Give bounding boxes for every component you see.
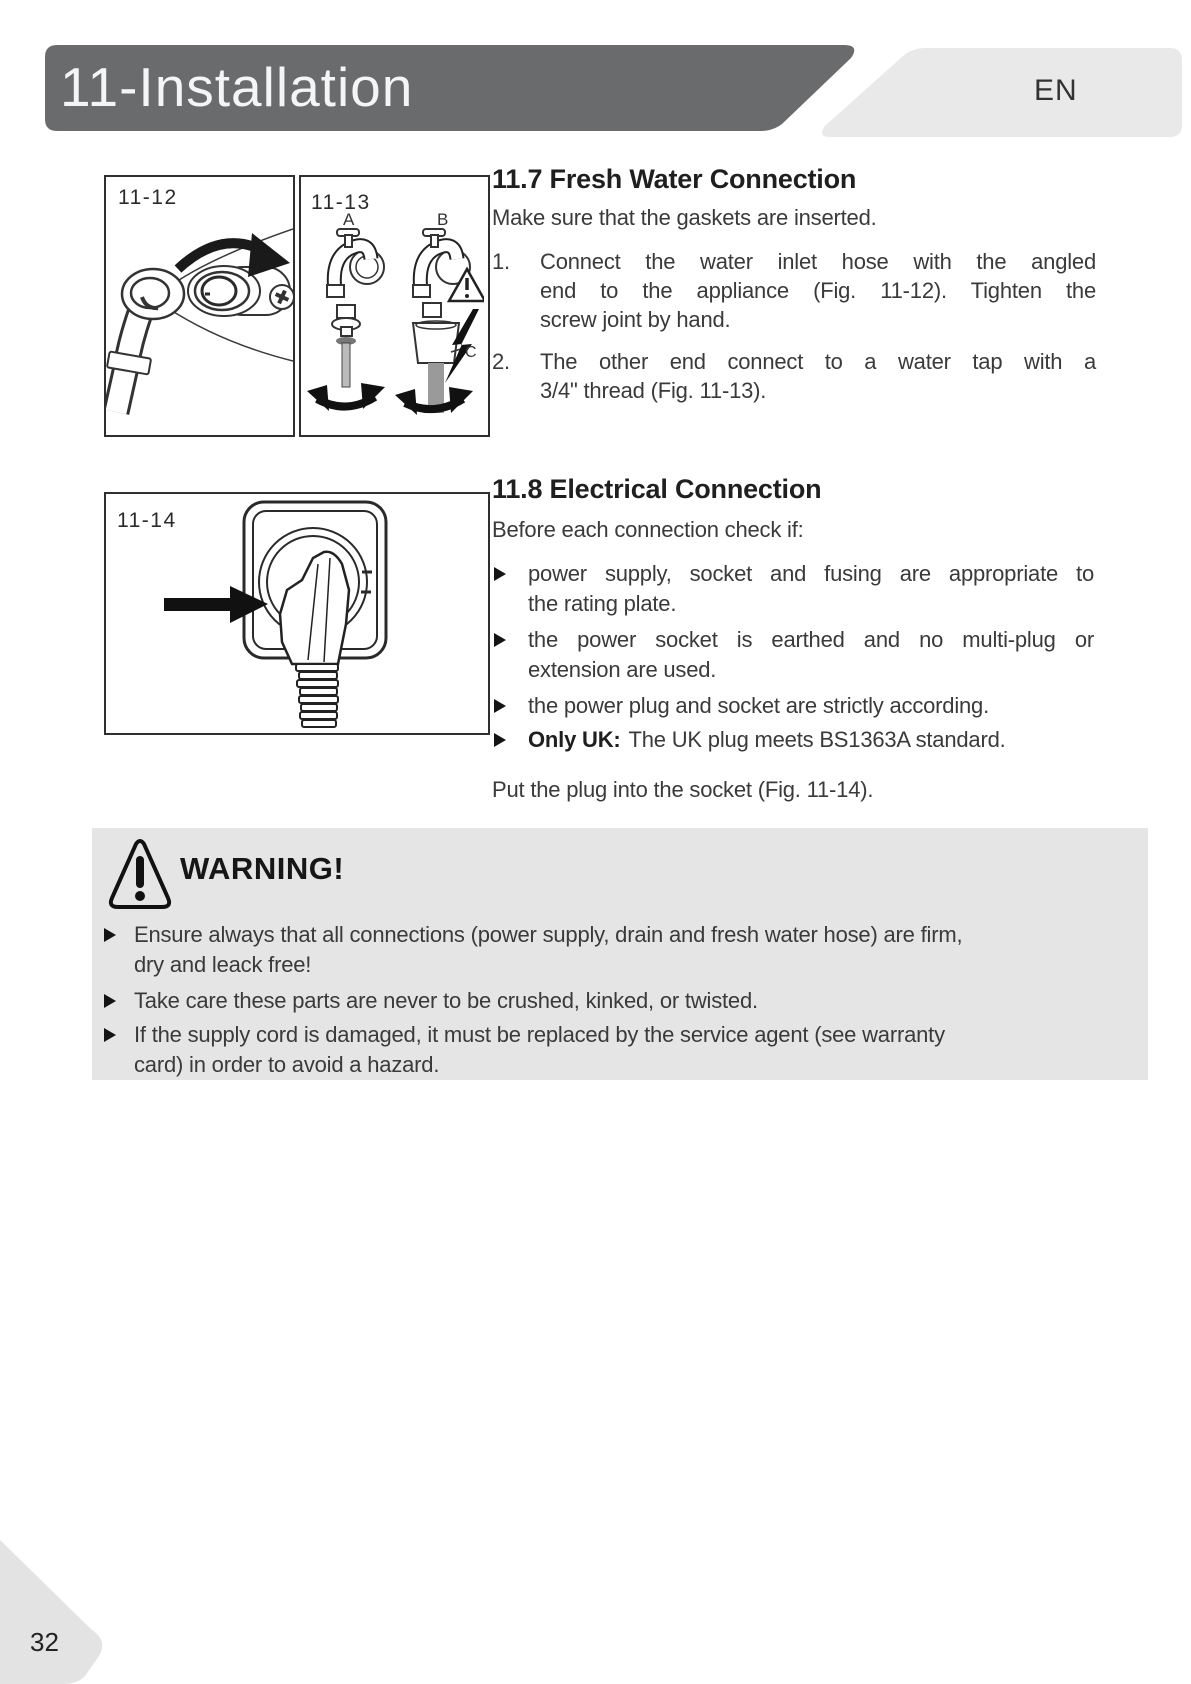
warning-bullet: [134, 986, 1136, 1016]
warning-bullet: [134, 1020, 1136, 1080]
bullet-arrow-icon: [104, 1028, 116, 1042]
bullet-item: [528, 691, 1094, 721]
warning-box: [92, 828, 1148, 1080]
electrical-intro: Before each connection check if:: [492, 517, 804, 542]
page-title: 11-Installation: [60, 56, 414, 118]
bullet-arrow-icon: [494, 733, 506, 747]
electrical-outro: Put the plug into the socket (Fig. 11-14).: [492, 777, 874, 802]
bullet-text-line: the power socket is earthed and no multi-plug or: [528, 627, 1094, 652]
step-text: [540, 347, 1096, 405]
step-text-line: 3/4" thread (Fig. 11-13).: [540, 378, 767, 403]
only-uk-bold: Only UK:: [528, 727, 621, 752]
figure-label-11-13: 11-13: [311, 191, 371, 214]
warning-title: WARNING!: [180, 851, 345, 886]
bullet-text-line: power supply, socket and fusing are appropriate to: [528, 561, 1094, 586]
bullet-item: [528, 625, 1094, 685]
step-text-line: Connect the water inlet hose with the angled: [540, 249, 1096, 274]
water-hose-drawing: [106, 177, 293, 435]
warning-bullet: [134, 920, 1136, 980]
bullet-arrow-icon: [494, 699, 506, 713]
figure-box-11-14: [104, 492, 490, 735]
bullet-item: [528, 559, 1094, 619]
figure-label-11-14: 11-14: [117, 509, 177, 532]
step-text-line: screw joint by hand.: [540, 307, 731, 332]
warning-text-line: Take care these parts are never to be crushed, kinked, or twisted.: [134, 988, 758, 1013]
bullet-text-line: the power plug and socket are strictly according.: [528, 693, 989, 718]
page-number: 32: [30, 1627, 59, 1657]
bullet-arrow-icon: [104, 994, 116, 1008]
tap-b-label: B: [437, 210, 449, 229]
step-number: 2.: [492, 349, 510, 374]
step-text-line: The other end connect to a water tap with a: [540, 349, 1096, 374]
warning-text-line: dry and leack free!: [134, 952, 312, 977]
bullet-arrow-icon: [104, 928, 116, 942]
bullet-text-line: the rating plate.: [528, 591, 677, 616]
corner-decoration: [0, 1535, 130, 1684]
language-label: EN: [1034, 74, 1078, 107]
warning-icon: [108, 836, 172, 914]
header-language-chip: [822, 48, 1182, 137]
warning-text-line: card) in order to avoid a hazard.: [134, 1052, 440, 1077]
fresh-water-heading: 11.7 Fresh Water Connection: [492, 164, 857, 194]
plug-cable-ribs: [296, 664, 338, 727]
figure-label-11-12: 11-12: [118, 186, 178, 209]
step-number: 1.: [492, 249, 510, 274]
tap-a-label: A: [343, 210, 355, 229]
fresh-water-intro: Make sure that the gaskets are inserted.: [492, 205, 877, 230]
step-text-line: end to the appliance (Fig. 11-12). Tighten the: [540, 278, 1096, 303]
tap-a-hose-nut: [337, 305, 355, 318]
warning-text-line: Ensure always that all connections (power supply, drain and fresh water hose) are firm,: [134, 922, 963, 947]
bullet-arrow-icon: [494, 633, 506, 647]
bullet-text-line: The UK plug meets BS1363A standard.: [628, 727, 1006, 752]
taps-drawing: [301, 177, 484, 431]
connector-c-label: C: [465, 344, 477, 361]
warning-text-line: If the supply cord is damaged, it must be replaced by the service agent (see warranty: [134, 1022, 945, 1047]
bullet-arrow-icon: [494, 567, 506, 581]
figure-box-11-13: [299, 175, 490, 437]
bullet-text-line: extension are used.: [528, 657, 717, 682]
electrical-heading: 11.8 Electrical Connection: [492, 474, 822, 504]
step-text: [540, 247, 1096, 334]
bullet-item: [528, 725, 1094, 755]
figure-box-11-12: [104, 175, 295, 437]
